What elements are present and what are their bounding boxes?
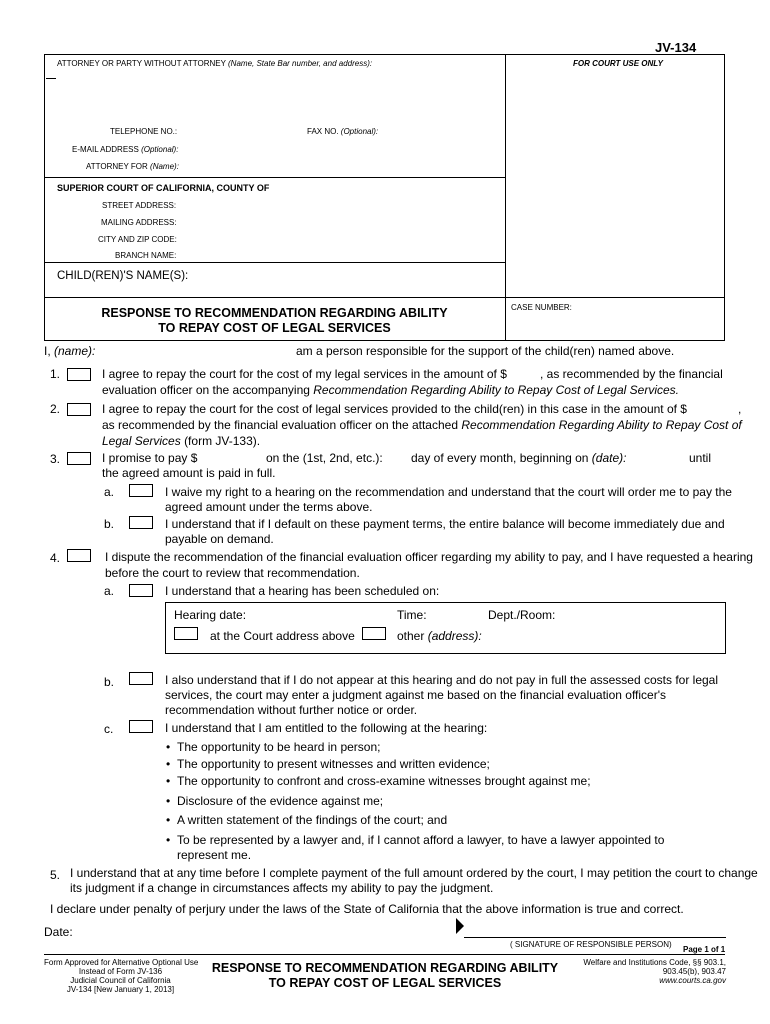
court-use-label: FOR COURT USE ONLY — [573, 59, 663, 68]
bullet-3: The opportunity to confront and cross-examine witnesses brought against me; — [177, 774, 591, 788]
item-4b-checkbox[interactable] — [129, 672, 153, 685]
item-4a-checkbox[interactable] — [129, 584, 153, 597]
item-2-number: 2. — [50, 402, 61, 416]
case-number-label: CASE NUMBER: — [511, 303, 572, 312]
bullet-mark: • — [166, 833, 171, 847]
item-3-text-c: day of every month, beginning on (date): — [411, 451, 627, 465]
item-1-text: I agree to repay the court for the cost of my legal services in the amount of $ — [102, 367, 507, 381]
footer-left-1: Form Approved for Alternative Optional Use — [44, 958, 199, 967]
bullet-2: The opportunity to present witnesses and written evidence; — [177, 757, 490, 771]
signature-label: ( SIGNATURE OF RESPONSIBLE PERSON) — [510, 940, 672, 949]
caption-title-2: TO REPAY COST OF LEGAL SERVICES — [158, 321, 391, 335]
item-5-text: I understand that at any time before I complete payment of the full amount ordered by the court, I may petition the court to change — [70, 866, 758, 880]
item-4c-text: I understand that I am entitled to the following at the hearing: — [165, 721, 488, 735]
item-4c-letter: c. — [104, 722, 114, 736]
attorney-mark — [46, 78, 56, 79]
bullet-4: Disclosure of the evidence against me; — [177, 794, 384, 808]
item-4-text-2: before the court to review that recommendation. — [105, 566, 360, 580]
caption-title-1: RESPONSE TO RECOMMENDATION REGARDING ABILITY — [101, 306, 448, 320]
declarant-line-rest: am a person responsible for the support of the child(ren) named above. — [296, 344, 675, 358]
item-2-text: I agree to repay the court for the cost of legal services provided to the child(ren) in this case in the amount of $ — [102, 402, 687, 416]
signature-line[interactable] — [464, 937, 726, 938]
item-2-text-3: Legal Services (form JV-133). — [102, 434, 261, 448]
caption-line-2 — [44, 262, 505, 263]
court-address-label: at the Court address above — [210, 629, 355, 643]
footer-left-3: Judicial Council of California — [70, 976, 171, 985]
item-1-text-2: evaluation officer on the accompanying Recommendation Regarding Ability to Repay Cost of Legal Services. — [102, 383, 680, 397]
item-4a-text: I understand that a hearing has been scheduled on: — [165, 584, 440, 598]
item-4c-checkbox[interactable] — [129, 720, 153, 733]
item-1-number: 1. — [50, 367, 61, 381]
footer-rule — [44, 954, 725, 955]
email-label: E-MAIL ADDRESS (Optional): — [72, 145, 179, 154]
fax-label: FAX NO. (Optional): — [307, 127, 379, 136]
caption-line-1 — [44, 177, 505, 178]
item-4b-text-2: services, the court may enter a judgment against me based on the financial evaluation officer's — [165, 688, 667, 702]
item-3b-text: I understand that if I default on these payment terms, the entire balance will become immediately due and — [165, 517, 725, 531]
date-label: Date: — [44, 925, 73, 939]
item-2-comma: , — [738, 402, 742, 416]
street-label: STREET ADDRESS: — [102, 201, 177, 210]
dept-room-label: Dept./Room: — [488, 608, 556, 622]
item-3a-letter: a. — [104, 485, 115, 499]
item-5-text-2: its judgment if a change in circumstances affects my ability to pay the judgment. — [70, 881, 494, 895]
bullet-6: To be represented by a lawyer and, if I cannot afford a lawyer, to have a lawyer appointed to — [177, 833, 665, 847]
court-address-checkbox[interactable] — [174, 627, 198, 640]
item-3a-text: I waive my right to a hearing on the recommendation and understand that the court will order me to pay the — [165, 485, 732, 499]
footer-title-2: TO REPAY COST OF LEGAL SERVICES — [268, 976, 502, 990]
item-4b-text: I also understand that if I do not appear at this hearing and do not pay in full the assessed costs for legal — [165, 673, 719, 687]
item-5-number: 5. — [50, 868, 61, 882]
caption-line-3 — [44, 297, 725, 298]
footer-website-link[interactable]: www.courts.ca.gov — [659, 976, 726, 985]
item-2-checkbox[interactable] — [67, 403, 91, 416]
item-3-text-a: I promise to pay $ — [102, 451, 198, 465]
bullet-mark: • — [166, 774, 171, 788]
hearing-box — [165, 602, 726, 654]
item-1-checkbox[interactable] — [67, 368, 91, 381]
signature-arrow-icon — [456, 918, 464, 934]
item-3b-text-2: payable on demand. — [165, 532, 274, 546]
telephone-label: TELEPHONE NO.: — [110, 127, 178, 136]
bullet-6-line-2: represent me. — [177, 848, 252, 862]
children-label: CHILD(REN)'S NAME(S): — [57, 270, 189, 282]
mailing-label: MAILING ADDRESS: — [101, 218, 177, 227]
item-3-checkbox[interactable] — [67, 452, 91, 465]
page-number: Page 1 of 1 — [683, 945, 726, 954]
bullet-mark: • — [166, 740, 171, 754]
bullet-mark: • — [166, 794, 171, 808]
bullet-mark: • — [166, 757, 171, 771]
item-3-text-b: on the (1st, 2nd, etc.): — [266, 451, 383, 465]
item-1-text-end: , as recommended by the financial — [540, 367, 723, 381]
item-3-text-2: the agreed amount is paid in full. — [102, 466, 276, 480]
item-4-checkbox[interactable] — [67, 549, 91, 562]
item-4a-letter: a. — [104, 584, 115, 598]
item-3a-text-2: agreed amount under the terms above. — [165, 500, 373, 514]
bullet-5: A written statement of the findings of the court; and — [177, 813, 448, 827]
bullet-1: The opportunity to be heard in person; — [177, 740, 381, 754]
item-3b-checkbox[interactable] — [129, 516, 153, 529]
hearing-date-label: Hearing date: — [174, 608, 247, 622]
declaration: I declare under penalty of perjury under the laws of the State of California that the above information is true and correct. — [50, 902, 684, 916]
declarant-line: I, (name): — [44, 344, 96, 358]
item-3-text-until: until — [689, 451, 712, 465]
item-4-text: I dispute the recommendation of the financial evaluation officer regarding my ability to pay, and I have requested a hearing — [105, 550, 753, 564]
city-label: CITY AND ZIP CODE: — [98, 235, 177, 244]
footer-right-2: 903.45(b), 903.47 — [662, 967, 726, 976]
footer-left-2: Instead of Form JV-136 — [78, 967, 163, 976]
form-number: JV-134 — [655, 40, 697, 55]
item-3-number: 3. — [50, 452, 61, 466]
other-address-label: other (address): — [397, 629, 482, 643]
time-label: Time: — [397, 608, 427, 622]
item-4-number: 4. — [50, 551, 61, 565]
other-address-checkbox[interactable] — [362, 627, 386, 640]
item-3b-letter: b. — [104, 517, 115, 531]
court-label: SUPERIOR COURT OF CALIFORNIA, COUNTY OF — [57, 183, 270, 193]
item-4b-text-3: recommendation without further notice or order. — [165, 703, 418, 717]
footer-left-4: JV-134 [New January 1, 2013] — [66, 985, 175, 994]
branch-label: BRANCH NAME: — [115, 251, 177, 260]
attorney-label: ATTORNEY OR PARTY WITHOUT ATTORNEY (Name, State Bar number, and address): — [57, 59, 373, 68]
attorney-for-label: ATTORNEY FOR (Name): — [86, 162, 179, 171]
item-3a-checkbox[interactable] — [129, 484, 153, 497]
item-2-text-2: as recommended by the financial evaluation officer on the attached Recommendation Regarding Ability to Repay Cost of — [102, 418, 742, 432]
item-4b-letter: b. — [104, 675, 115, 689]
footer-title-1: RESPONSE TO RECOMMENDATION REGARDING ABILITY — [211, 961, 559, 975]
bullet-mark: • — [166, 813, 171, 827]
footer-right-1: Welfare and Institutions Code, §§ 903.1, — [583, 958, 726, 967]
